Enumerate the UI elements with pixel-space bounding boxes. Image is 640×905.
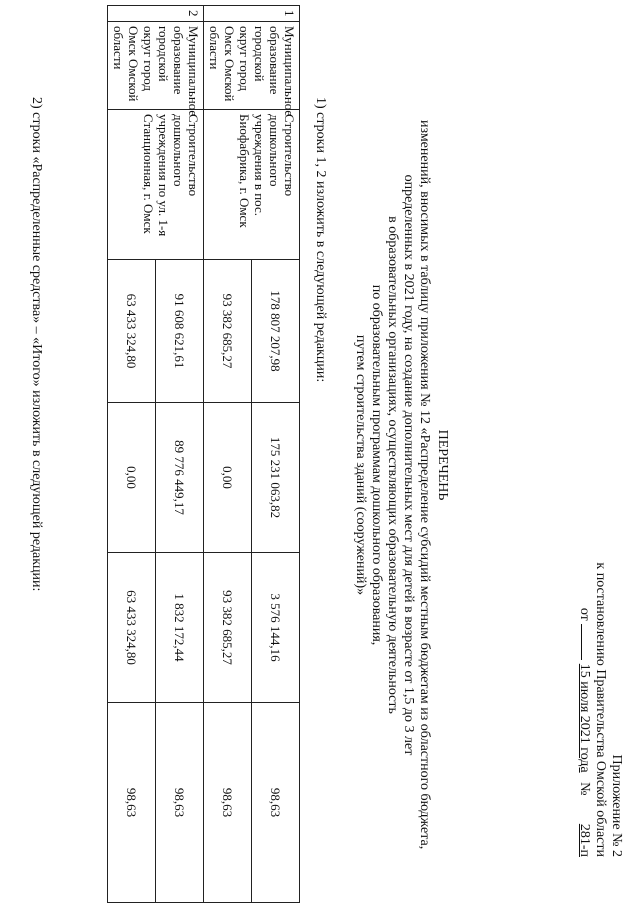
note-rows-1-2: 1) строки 1, 2 изложить в следующей редакции:: [313, 97, 328, 383]
amount-total-top: 91 608 621,61: [172, 293, 187, 369]
distribution-table: [107, 5, 300, 903]
appendix-block: [564, 497, 624, 857]
amount-federal-top: 175 231 063,82: [268, 436, 283, 519]
amount-total-cell: [108, 260, 204, 403]
heading-line-5: путем строительства зданий (сооружений)»: [353, 334, 368, 596]
municipality-cell: Муниципальное образование городской округ город Омск Омской области: [204, 22, 300, 110]
amount-federal-bottom: 0,00: [204, 403, 252, 552]
municipality-cell: Муниципальное образование городской округ город Омск Омской области: [108, 22, 204, 110]
percent-cell: [108, 703, 204, 903]
percent-cell: [204, 703, 300, 903]
appendix-resolution: к постановлению Правительства Омской области: [593, 562, 608, 857]
resolution-date: 15 июля 2021 года: [577, 663, 592, 773]
heading-title: ПЕРЕЧЕНЬ: [435, 429, 450, 501]
amount-regional-top: 1 832 172,44: [172, 593, 187, 662]
amount-regional-cell: [108, 553, 204, 703]
amount-regional-bottom: 63 433 324,80: [108, 553, 156, 702]
amount-federal-cell: [204, 403, 300, 553]
appendix-title: Приложение № 2: [609, 754, 624, 857]
amount-federal-cell: [108, 403, 204, 553]
amount-regional-bottom: 93 382 685,27: [204, 553, 252, 702]
amount-federal-top: 89 776 449,17: [172, 440, 187, 515]
number-label: №: [577, 782, 592, 796]
table-row: [108, 6, 204, 903]
amount-regional-top: 3 576 144,16: [268, 593, 283, 662]
heading-line-4: по образовательным программам дошкольного образования,: [369, 284, 384, 646]
object-cell: Строительство дошкольного учреждения в пос. Биофабрика, г. Омск: [204, 110, 300, 260]
heading-block: [352, 120, 450, 850]
percent-bottom: 98,63: [204, 703, 252, 902]
note-distributed-total: 2) строки «Распределенные средства» – «Итого» изложить в следующей редакции:: [29, 97, 44, 592]
object-cell: Строительство дошкольного учреждения по ул. 1-я Станционная, г. Омск: [108, 110, 204, 260]
amount-total-bottom: 63 433 324,80: [108, 260, 156, 402]
from-label: от: [577, 607, 592, 621]
amount-total-top: 178 807 207,98: [268, 290, 283, 372]
percent-bottom: 98,63: [108, 703, 156, 902]
heading-line-2: определенных в 2021 году, на создание дополнительных мест для детей в возрасте от 1,5 до 3 лет: [401, 174, 416, 756]
amount-total-cell: [204, 260, 300, 403]
percent-top: 98,63: [172, 787, 187, 818]
table-row: [204, 6, 300, 903]
resolution-number: 281-п: [577, 823, 592, 857]
appendix-date-line: [577, 608, 592, 857]
amount-regional-cell: [204, 553, 300, 703]
row-number: 1: [204, 6, 300, 22]
row-number: 2: [108, 6, 204, 22]
heading-line-3: в образовательных организациях, осуществляющих образовательную деятельность: [385, 216, 400, 714]
heading-line-1: изменений, вносимых в таблицу приложения № 12 «Распределение субсидий местным бюджетам из областного бюджета,: [417, 120, 432, 850]
amount-total-bottom: 93 382 685,27: [204, 260, 252, 402]
percent-top: 98,63: [268, 787, 283, 818]
amount-federal-bottom: 0,00: [108, 403, 156, 552]
